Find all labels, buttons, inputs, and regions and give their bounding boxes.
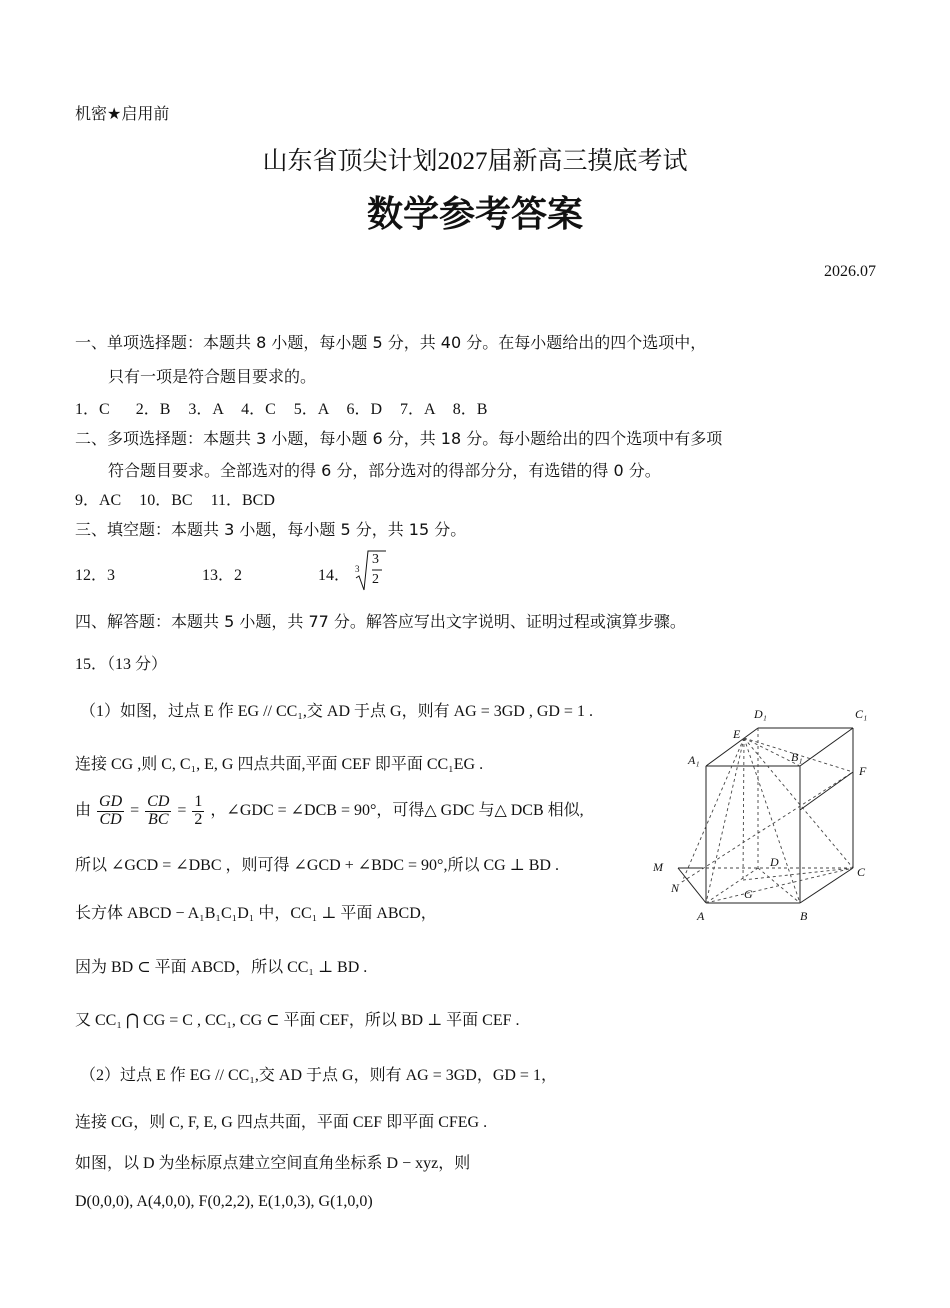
solution-1-line-3: 由 $\frac{GD}{CD}$ = $\frac{CD}{BC}$ = $\frac{1}{2}$ ，∠GDC = ∠DCB = 90°，可得△ GDC 与△ DCB 相似, [75,793,584,828]
fraction-one-half [192,794,204,829]
exam-title: 山东省顶尖计划2027届新高三摸底考试 [262,148,688,175]
frac-num: 1 [194,793,203,810]
solution-2-line-2: 连接 CG，则 C, F, E, G 四点共面，平面 CEF 即平面 CFEG . [75,1114,488,1131]
root-index: 3 [355,564,360,574]
text-you: 由 [75,801,92,819]
answer-14-cube-root [352,548,392,594]
label-b1: B₁ [791,750,803,764]
label-f: F [859,764,867,778]
subject-title: 数学参考答案 [366,194,583,235]
document-date: 2026.07 [824,263,876,280]
solution-1-line-6: 因为 BD ⊂ 平面 ABCD，所以 CC₁ ⊥ BD . [75,959,368,976]
label-a: A [697,909,705,923]
similar-triangles-text: ，∠GDC = ∠DCB = 90°，可得△ GDC 与△ DCB 相似, [210,801,584,819]
answer-9: 9．AC [75,492,122,509]
section-2-heading: 二、多项选择题：本题共 3 小题，每小题 6 分，共 18 分。每小题给出的四个选项中有多项 [75,429,723,448]
root-numerator: 3 [372,552,379,567]
answer-8: 8．B [452,401,488,418]
section-2-answers [75,487,275,510]
fraction-cd-bc [145,794,171,829]
solution-1-line-5: 长方体 ABCD − A₁B₁C₁D₁ 中，CC₁ ⊥ 平面 ABCD， [75,905,437,922]
answer-4: 4．C [241,401,276,418]
answer-7: 7．A [400,401,435,418]
label-d: D [770,855,779,869]
answer-11: 11．BCD [210,492,275,509]
answer-13: 13．2 [202,567,243,584]
root-denominator: 2 [372,572,379,587]
answer-14-label: 14． [318,567,351,584]
solution-1-line-1: （1）如图，过点 E 作 EG // CC₁,交 AD 于点 G，则有 AG = 3GD , GD = 1 . [80,703,593,720]
frac-num: CD [147,793,170,810]
frac-den: CD [99,810,122,828]
answer-10: 10．BC [139,492,193,509]
frac-num: GD [99,793,123,810]
frac-den: 2 [194,810,203,828]
label-n: N [671,881,680,895]
label-b: B [800,909,808,923]
frac-den: BC [148,810,169,828]
answer-5: 5．A [293,401,329,418]
label-g: G [744,887,753,901]
label-d1: D₁ [754,707,767,721]
solution-2-line-1: （2）过点 E 作 EG // CC₁,交 AD 于点 G，则有 AG = 3GD，GD = 1， [80,1067,557,1084]
solution-1-line-7: 又 CC₁ ⋂ CG = C , CC₁, CG ⊂ 平面 CEF，所以 BD ⊥ 平面 CEF . [75,1012,520,1029]
solution-2-line-3: 如图，以 D 为坐标原点建立空间直角坐标系 D − xyz，则 [75,1155,471,1172]
solution-1-line-2: 连接 CG ,则 C, C₁, E, G 四点共面,平面 CEF 即平面 CC₁EG . [75,756,484,773]
answer-2: 2．B [135,401,171,418]
section-3-heading: 三、填空题：本题共 3 小题，每小题 5 分，共 15 分。 [75,520,467,539]
answer-1: 1．C [75,401,110,418]
label-m: M [653,860,663,874]
label-c1: C₁ [855,707,868,721]
section-1-heading: 一、单项选择题：本题共 8 小题，每小题 5 分，共 40 分。在每小题给出的四个选项中， [75,333,707,352]
section-2-heading-cont: 符合题目要求。全部选对的得 6 分，部分选对的得部分分，有选错的得 0 分。 [108,461,661,480]
label-c: C [857,865,866,879]
answer-3: 3．A [188,401,224,418]
section-4-heading: 四、解答题：本题共 5 小题，共 77 分。解答应写出文字说明、证明过程或演算步骤。 [75,612,686,631]
solution-1-line-4: 所以 ∠GCD = ∠DBC ，则可得 ∠GCD + ∠BDC = 90°,所以 CG ⊥ BD . [75,857,559,874]
section-1-heading-cont: 只有一项是符合题目要求的。 [108,367,317,386]
cuboid-figure [648,700,878,930]
solution-2-line-4: D(0,0,0), A(4,0,0), F(0,2,2), E(1,0,3), G(1,0,0) [75,1193,373,1210]
fraction-gd-cd [97,794,124,829]
label-a1: A₁ [688,753,700,767]
question-15-label: 15．（13 分） [75,656,168,673]
section-1-answers [75,396,487,419]
label-e: E [733,727,741,741]
cuboid-diagram [648,700,878,930]
answer-12: 12．3 [75,567,116,584]
answer-6: 6．D [346,401,382,418]
confidential-mark: 机密★启用前 [75,104,170,123]
